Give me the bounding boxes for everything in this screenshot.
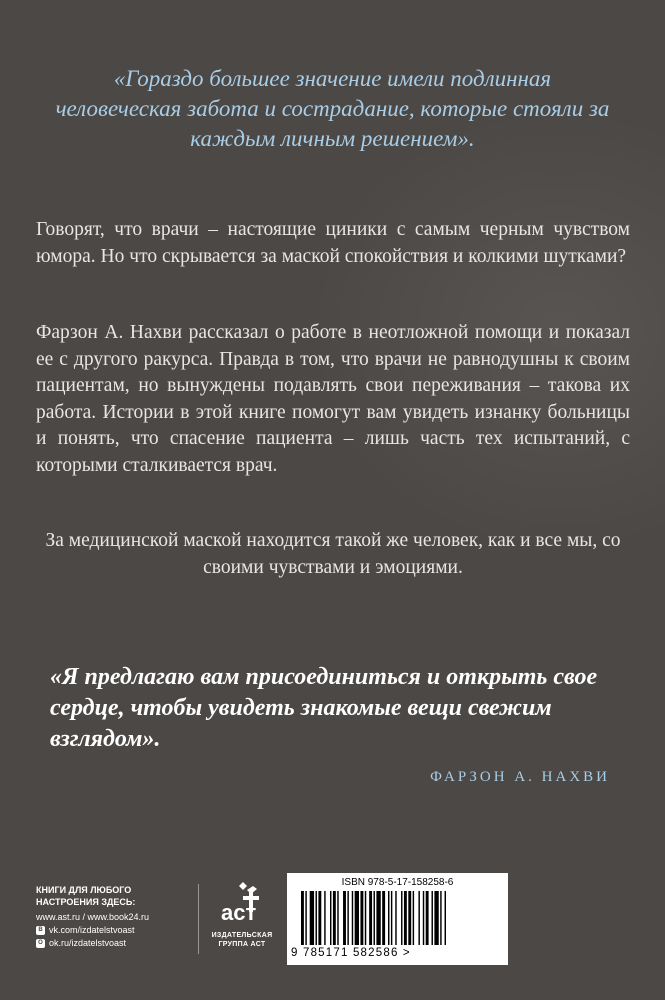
author-name: ФАРЗОН А. НАХВИ: [430, 769, 610, 785]
ok-icon: О: [36, 939, 45, 948]
author-quote: «Я предлагаю вам присоединиться и открыть свое сердце, чтобы увидеть знакомые вещи свежим взглядом».: [50, 664, 598, 752]
svg-text:аст: аст: [221, 900, 257, 925]
publisher-links: [36, 884, 196, 950]
barcode-image: [301, 891, 494, 947]
vk-icon: В: [36, 926, 45, 935]
description-paragraph-3: За медицинской маской находится такой же человек, как и все мы, со своими чувствами и эмоциями.: [45, 530, 621, 578]
footer-vk[interactable]: В vk.com/izdatelstvoast: [36, 924, 196, 937]
footer-ok[interactable]: О ok.ru/izdatelstvoast: [36, 937, 196, 950]
description-paragraph-2: Фарзон А. Нахви рассказал о работе в неотложной помощи и показал ее с другого ракурса. Правда в том, что врачи не равнодушны к своим пациентам, но вынуждены подавлять свои переживания – такова их работа. Истории в этой книге помогут вам увидеть изнанку больницы и понять, что спасение пациента – лишь часть тех испытаний, с которыми сталкивается врач.: [36, 322, 630, 476]
publisher-logo: [204, 880, 280, 960]
ast-logo-icon: [217, 880, 267, 928]
barcode-digits: 9 785171 582586 >: [291, 947, 411, 959]
footer-heading: КНИГИ ДЛЯ ЛЮБОГО НАСТРОЕНИЯ ЗДЕСЬ:: [36, 885, 136, 907]
description-paragraph-1: Говорят, что врачи – настоящие циники с самым черным чувством юмора. Но что скрывается за маской спокойствия и колкими шутками?: [36, 219, 630, 267]
barcode-panel: [287, 873, 508, 965]
publisher-name: ИЗДАТЕЛЬСКАЯ ГРУППА АСТ: [211, 932, 273, 948]
footer-divider: [198, 884, 199, 954]
top-quote: «Гораздо большее значение имели подлинная человеческая забота и сострадание, которые стояли за каждым личным решением».: [55, 66, 610, 151]
footer-sites[interactable]: www.ast.ru / www.book24.ru: [36, 912, 150, 922]
isbn-label: ISBN 978-5-17-158258-6: [341, 877, 454, 888]
